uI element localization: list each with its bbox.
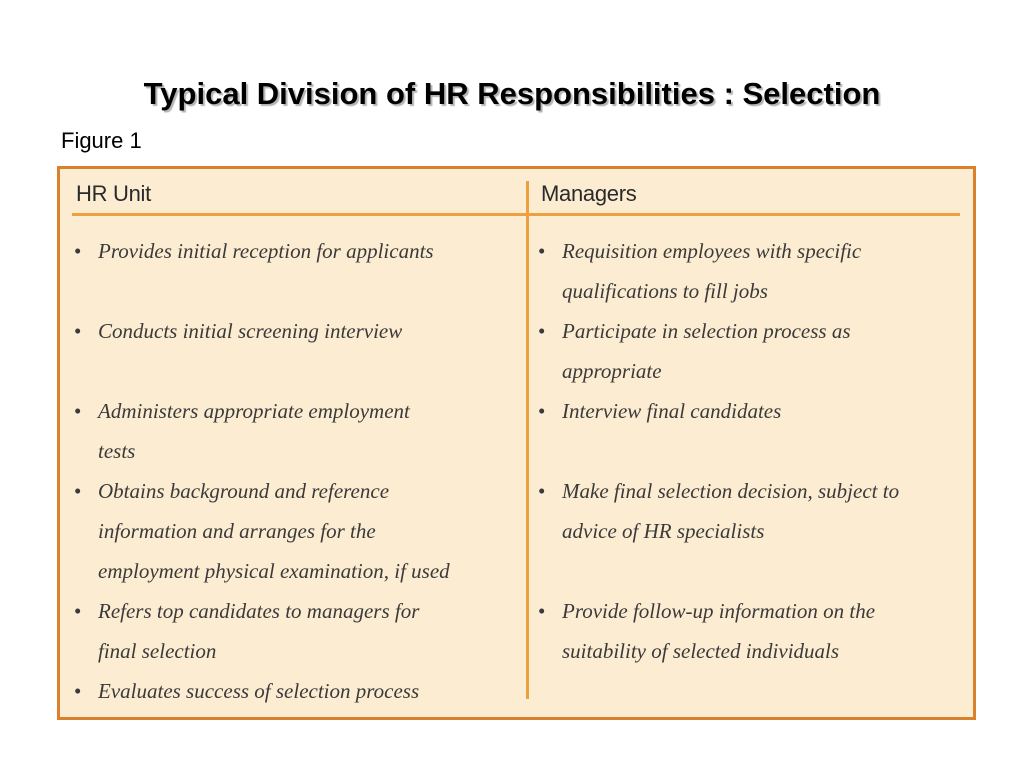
list-item: • Obtains background and reference information and arranges for the employment physical examination, if used [74,471,514,591]
list-item: • Provides initial reception for applicants [74,231,514,271]
list-item: • Conducts initial screening interview [74,311,514,351]
hr-unit-list [74,231,514,711]
column-header-managers: Managers [541,181,637,206]
managers-list [538,231,963,671]
list-item: • Refers top candidates to managers for final selection [74,591,514,671]
slide-title: Typical Division of HR Responsibilities : Selection [143,76,881,111]
list-item: • Provide follow-up information on the suitability of selected individuals [538,591,963,671]
list-item: • Interview final candidates [538,391,963,431]
bullet-icon: • [74,239,82,263]
figure-label: Figure 1 [61,128,142,153]
responsibilities-table [57,166,976,720]
list-item: • Evaluates success of selection process [74,671,514,711]
bullet-icon: • [74,399,82,423]
bullet-icon: • [538,599,546,623]
bullet-icon: • [74,679,82,703]
bullet-icon: • [74,599,82,623]
list-item: • Participate in selection process as appropriate [538,311,963,391]
list-item: • Make final selection decision, subject to advice of HR specialists [538,471,963,551]
column-header-hr-unit: HR Unit [76,181,151,206]
list-item: • Administers appropriate employment tests [74,391,514,471]
bullet-icon: • [538,399,546,423]
bullet-icon: • [74,319,82,343]
list-item: • Requisition employees with specific qualifications to fill jobs [538,231,963,311]
header-rule [72,213,960,216]
bullet-icon: • [538,239,546,263]
bullet-icon: • [538,479,546,503]
column-divider [526,181,529,699]
bullet-icon: • [74,479,82,503]
bullet-icon: • [538,319,546,343]
